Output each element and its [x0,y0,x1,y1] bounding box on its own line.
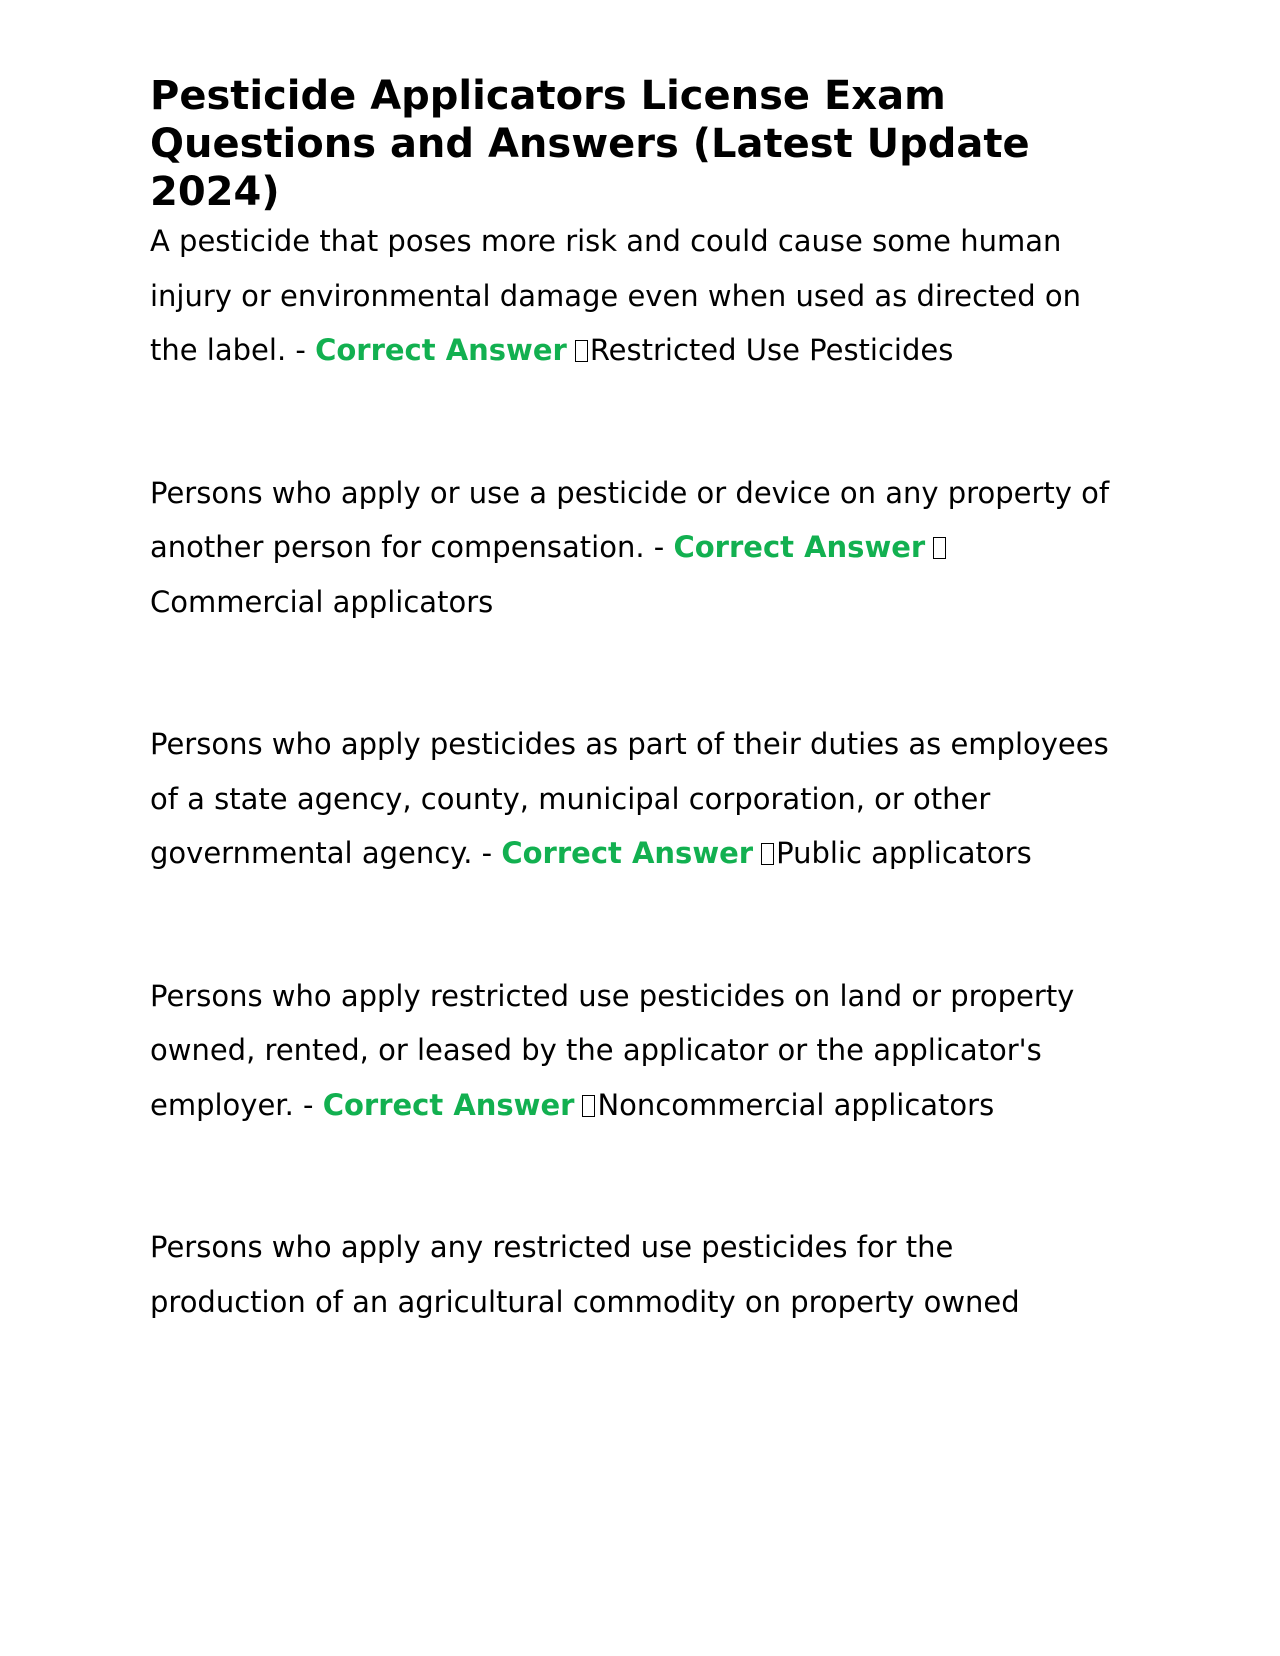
correct-answer-label: Correct Answer [501,836,754,870]
missing-glyph-box-icon [575,340,588,362]
qa-item [150,214,1110,378]
correct-answer-label: Correct Answer [322,1087,575,1122]
document-page [150,72,1110,1417]
question-text: A pesticide that poses more risk and could cause some human injury or environmental damage even when used as directed on the label. [150,224,1082,367]
answer-text: Noncommercial applicators [597,1087,995,1122]
question-text: Persons who apply any restricted use pesticides for the production of an agricultural commodity on property owned [150,1230,1020,1319]
question-text: Persons who apply or use a pesticide or device on any property of another person for compensation. [150,475,1110,564]
answer-text: Public applicators [776,836,1032,870]
answer-text: Restricted Use Pesticides [589,333,954,367]
separator: - [293,1087,323,1122]
qa-item [150,969,1110,1133]
qa-item [150,466,1110,630]
question-text: Persons who apply pesticides as part of their duties as employees of a state agency, county, municipal corporation, or other governmental agency. [150,727,1109,870]
answer-text: Commercial applicators [150,584,494,619]
document-title: Pesticide Applicators License Exam Questions and Answers (Latest Update 2024) [150,73,1030,215]
qa-item [150,1220,1110,1329]
separator: - [286,333,316,367]
question-text: Persons who apply restricted use pesticides on land or property owned, rented, or leased by the applicator or the applicator's employer. [150,978,1075,1122]
missing-glyph-box-icon [761,843,774,865]
correct-answer-label: Correct Answer [315,333,567,367]
separator: - [644,530,674,564]
separator: - [472,836,502,870]
qa-list [150,214,1110,1329]
missing-glyph-box-icon [933,537,946,559]
qa-item [150,717,1110,881]
correct-answer-label: Correct Answer [673,530,926,564]
missing-glyph-box-icon [582,1095,595,1117]
